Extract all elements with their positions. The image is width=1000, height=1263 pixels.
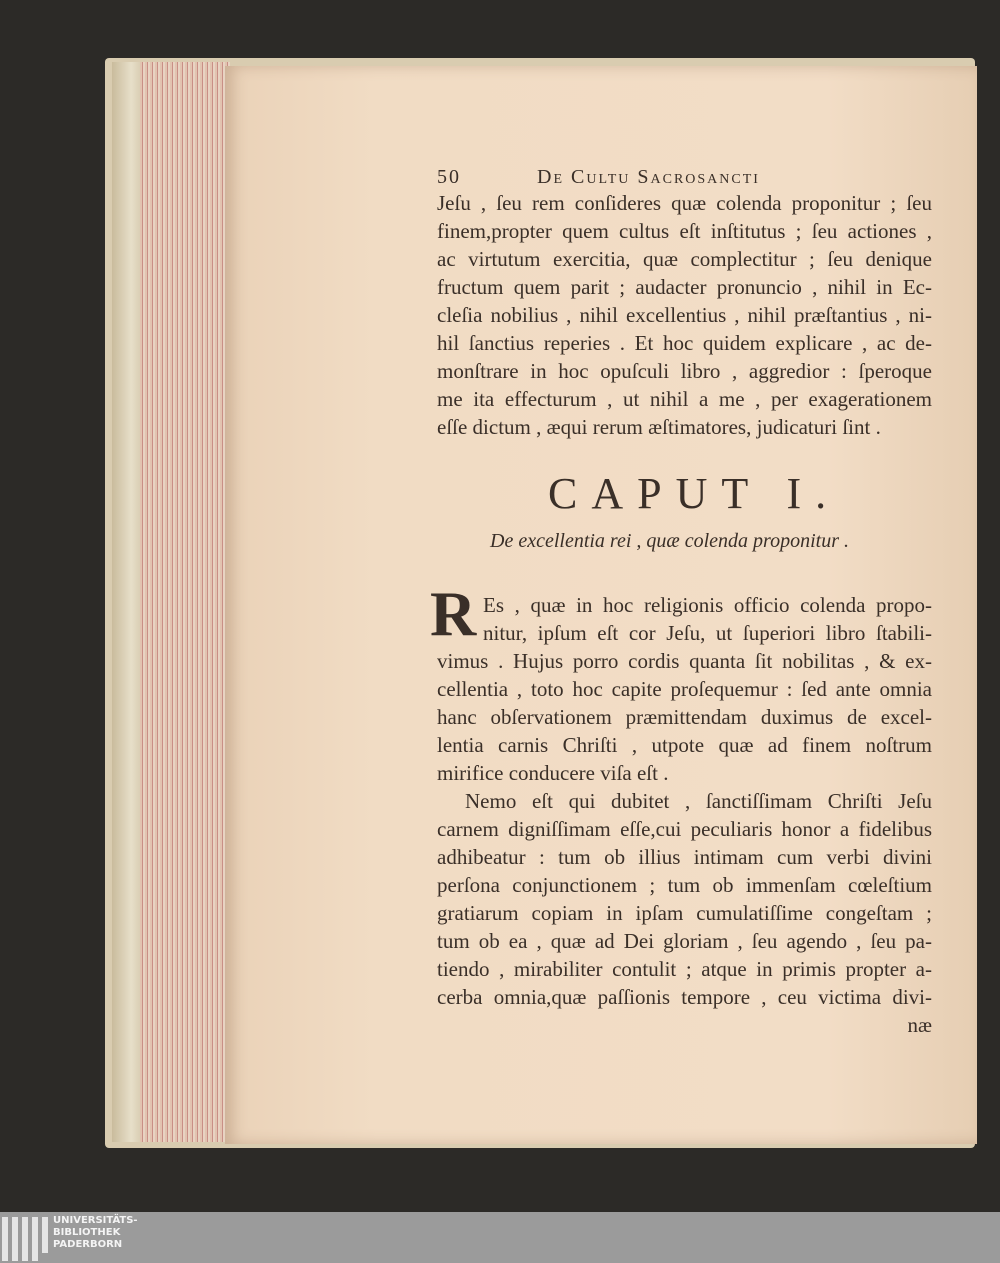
text-line: ac virtutum exercitia, quæ complectitur ; ſeu denique xyxy=(437,247,932,271)
text-line: næ xyxy=(907,1013,932,1037)
text-line: Es , quæ in hoc religionis officio colenda propo- xyxy=(483,593,932,617)
text-line: mirifice conducere viſa eſt . xyxy=(437,761,669,785)
text-line: carnem digniſſimam eſſe,cui peculiaris honor a fidelibus xyxy=(437,817,932,841)
text-line: Nemo eſt qui dubitet , ſanctiſſimam Chriſti Jeſu xyxy=(465,789,932,813)
text-line: tiendo , mirabiliter contulit ; atque in primis propter a- xyxy=(437,957,932,981)
text-line: finem,propter quem cultus eſt inſtitutus ; ſeu actiones , xyxy=(437,219,932,243)
text-line: fructum quem parit ; audacter pronuncio , nihil in Ec- xyxy=(437,275,932,299)
text-line: adhibeatur : tum ob illius intimam cum verbi divini xyxy=(437,845,932,869)
logo-line: BIBLIOTHEK xyxy=(53,1227,121,1238)
running-header xyxy=(437,166,857,189)
footer-bar xyxy=(0,1212,1000,1263)
chapter-title: CAPUT I. xyxy=(548,469,841,518)
text-line: cellentia , toto hoc capite proſequemur : ſed ante omnia xyxy=(437,677,932,701)
text-line: lentia carnis Chriſti , utpote quæ ad finem noſtrum xyxy=(437,733,932,757)
running-title: De Cultu Sacrosancti xyxy=(537,166,760,188)
text-line: vimus . Hujus porro cordis quanta ſit nobilitas , & ex- xyxy=(437,649,932,673)
text-line: gratiarum copiam in ipſam cumulatiſſime congeſtam ; xyxy=(437,901,932,925)
library-logo-text xyxy=(53,1215,138,1251)
text-line: cerba omnia,quæ paſſionis tempore , ceu victima divi- xyxy=(437,985,932,1009)
text-line: Jeſu , ſeu rem conſideres quæ colenda proponitur ; ſeu xyxy=(437,191,932,215)
text-line: me ita effecturum , ut nihil a me , per exagerationem xyxy=(437,387,932,411)
page-edges xyxy=(140,62,230,1142)
text-line: hil ſanctius reperies . Et hoc quidem explicare , ac de- xyxy=(437,331,932,355)
text-line: monſtrare in hoc opuſculi libro , aggredior : ſperoque xyxy=(437,359,932,383)
logo-line: UNIVERSITÄTS- xyxy=(53,1215,138,1226)
drop-cap: R xyxy=(430,578,477,649)
text-line: cleſia nobilius , nihil excellentius , nihil præſtantius , ni- xyxy=(437,303,932,327)
chapter-subtitle: De excellentia rei , quæ colenda proponitur . xyxy=(490,530,849,552)
text-line: perſona conjunctionem ; tum ob immenſam cœleſtium xyxy=(437,873,932,897)
page-number: 50 xyxy=(437,166,461,188)
text-line: nitur, ipſum eſt cor Jeſu, ut ſuperiori libro ſtabili- xyxy=(483,621,932,645)
text-line: eſſe dictum , æqui rerum æſtimatores, judicaturi ſint . xyxy=(437,415,881,439)
text-line: hanc obſervationem præmittendam duximus de excel- xyxy=(437,705,932,729)
text-line: tum ob ea , quæ ad Dei gloriam , ſeu agendo , ſeu pa- xyxy=(437,929,932,953)
logo-line: PADERBORN xyxy=(53,1239,123,1250)
